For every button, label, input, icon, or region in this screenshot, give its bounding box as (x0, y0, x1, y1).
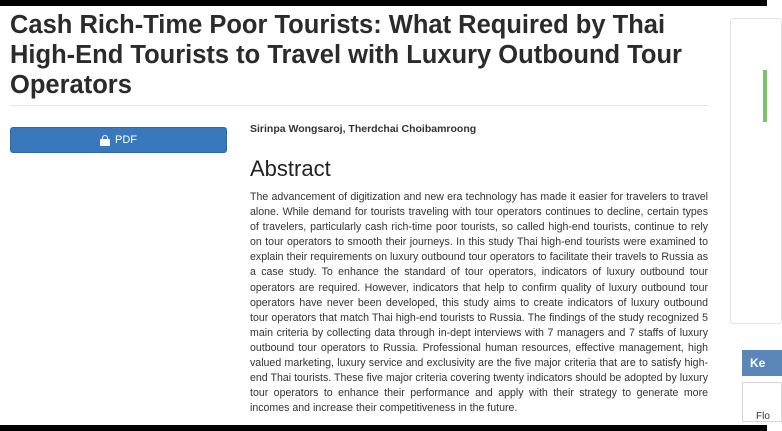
lock-icon (100, 135, 110, 146)
article-authors: Sirinpa Wongsaroj, Therdchai Choibamroong (250, 123, 477, 135)
pdf-download-button[interactable] (10, 127, 227, 153)
abstract-heading: Abstract (250, 156, 331, 181)
keywords-box: Flo (742, 382, 782, 422)
sidebar-accent (763, 70, 767, 122)
sidebar-panel (730, 18, 782, 324)
bottom-frame-bar (0, 425, 767, 431)
article-title: Cash Rich-Time Poor Tourists: What Required by Thai High-End Tourists to Travel with Luxury Outbound Tour Operators (10, 11, 682, 99)
abstract-text: The advancement of digitization and new era technology has made it easier for travelers to travel alone. While demand for tourists traveling with tour operators continues to decline, certain types of travelers, particularly cash rich-time poor tourists, so called high-end tourists, continue to rely on tour operators to smooth their journeys. In this study Thai high-end tourists were examined to explain their requirements on luxury outbound tour operators to facilitate their travels to Russia as a case study. To enhance the standard of tour operators, indicators of luxury outbound tour operators are required. However, indicators that help to confirm quality of luxury outbound tour operators have never been developed, this study aims to create indicators of luxury outbound tour operators that match Thai high-end tourists to Russia. The findings of the study recognized 5 main criteria by collecting data through in-dept interviews with 7 managers and 7 staffs of luxury outbound tour operators to Russia. Professional human resources, effective management, high valued marketing, luxury service and exclusivity are the five major criteria that are to satisfy high-end Thai tourists. These five major criteria covering twenty indicators should be adopted by luxury tour operators to enhance their performance and apply with their strategy to generate more incomes and increase their competitiveness in the future. (250, 191, 708, 415)
pdf-button-label: PDF (115, 134, 137, 146)
title-divider (10, 105, 708, 106)
top-frame-bar (0, 0, 767, 6)
keywords-tab[interactable]: Ke (742, 350, 782, 376)
